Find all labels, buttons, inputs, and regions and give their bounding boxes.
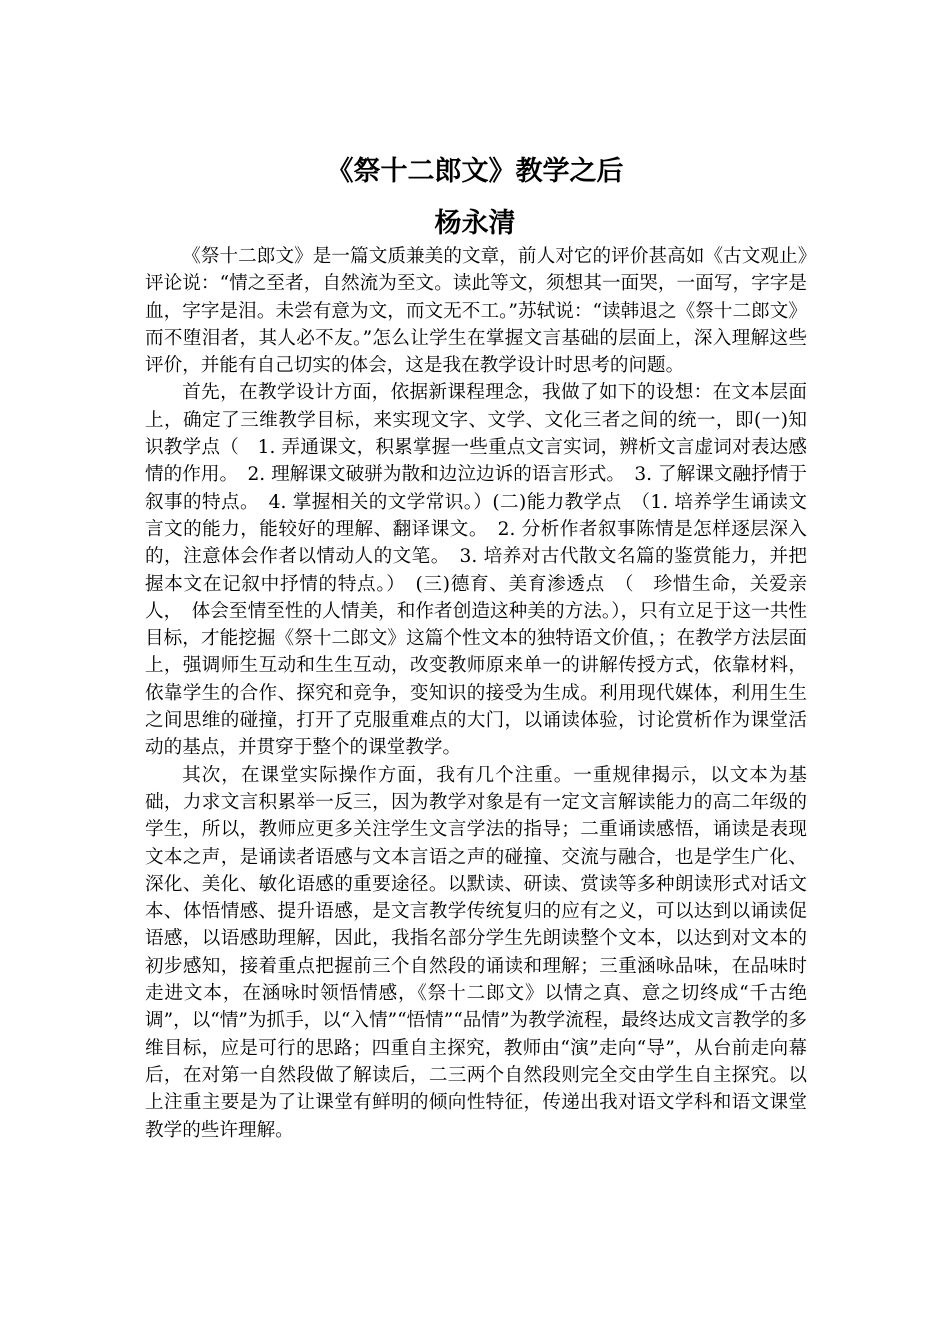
document-title: 《祭十二郎文》教学之后 <box>326 156 624 187</box>
paragraph-practice: 其次，在课堂实际操作方面，我有几个注重。一重规律揭示，以文本为基础，力求文言积累举一反三，因为教学对象是有一定文言解读能力的高二年级的学生，所以，教师应更多关注学生文言学法的指导；二重诵读感悟，诵读是表现文本之声，是诵读者语感与文本言语之声的碰撞、交流与融合，也是学生广化、深化、美化、敏化语感的重要途径。以默读、研读、赏读等多种朗读形式对话文本、体悟情感、提升语感，是文言教学传统复归的应有之义，可以达到以诵读促语感，以语感助理解，因此，我指名部分学生先朗读整个文本，以达到对文本的初步感知，接着重点把握前三个自然段的诵读和理解；三重涵咏品味，在品味时走进文本，在涵咏时领悟情感，《祭十二郎文》以情之真、意之切终成“千古绝调”，以“情”为抓手，以“入情”“悟情”“品情”为教学流程，最终达成文言教学的多维目标，应是可行的思路；四重自主探究，教师由“演”走向“导”，从台前走向幕后，在对第一自然段做了解读后，二三两个自然段则完全交由学生自主探究。以上注重主要是为了让课堂有鲜明的倾向性特征，传递出我对语文学科和语文课堂教学的些许理解。 <box>145 764 807 1141</box>
paragraph-intro: 《祭十二郎文》是一篇文质兼美的文章，前人对它的评价甚高如《古文观止》评论说：“情之至者，自然流为至文。读此等文，须想其一面哭，一面写，字字是血，字字是泪。未尝有意为文，而文无不工。”苏轼说：“读韩退之《祭十二郎文》而不堕泪者，其人必不友。”怎么让学生在掌握文言基础的层面上，深入理解这些评价，并能有自己切实的体会，这是我在教学设计时思考的问题。 <box>145 246 807 377</box>
paragraph-design: 首先，在教学设计方面，依据新课程理念，我做了如下的设想：在文本层面上，确定了三维教学目标，来实现文字、文学、文化三者之间的统一，即(一)知识教学点（ 1. 弄通课文，积累掌握一些重点文言实词，辨析文言虚词对表达感情的作用。 2. 理解课文破骈为散和边泣边诉的语言形式。 3. 了解课文融抒情于叙事的特点。 4. 掌握相关的文学常识。）(二)能力教学点 （1. 培养学生诵读文言文的能力，能较好的理解、翻译课文。 2. 分析作者叙事陈情是怎样逐层深入的，注意体会作者以情动人的文笔。 3. 培养对古代散文名篇的鉴赏能力，并把握本文在记叙中抒情的特点。） (三)德育、美育渗透点 （ 珍惜生命，关爱亲人， 体会至情至性的人情美，和作者创造这种美的方法。），只有立足于这一共性目标，才能挖掘《祭十二郎文》这篇个性文本的独特语文价值，；在教学方法层面上，强调师生互动和生生互动，改变教师原来单一的讲解传授方式，依靠材料，依靠学生的合作、探究和竞争，变知识的接受为生成。利用现代媒体，利用生生之间思维的碰撞，打开了克服重难点的大门，以诵读体验，讨论赏析作为课堂活动的基点，并贯穿于整个的课堂教学。 <box>145 382 807 759</box>
article-body <box>145 243 807 1144</box>
author-name: 杨永清 <box>434 208 516 239</box>
